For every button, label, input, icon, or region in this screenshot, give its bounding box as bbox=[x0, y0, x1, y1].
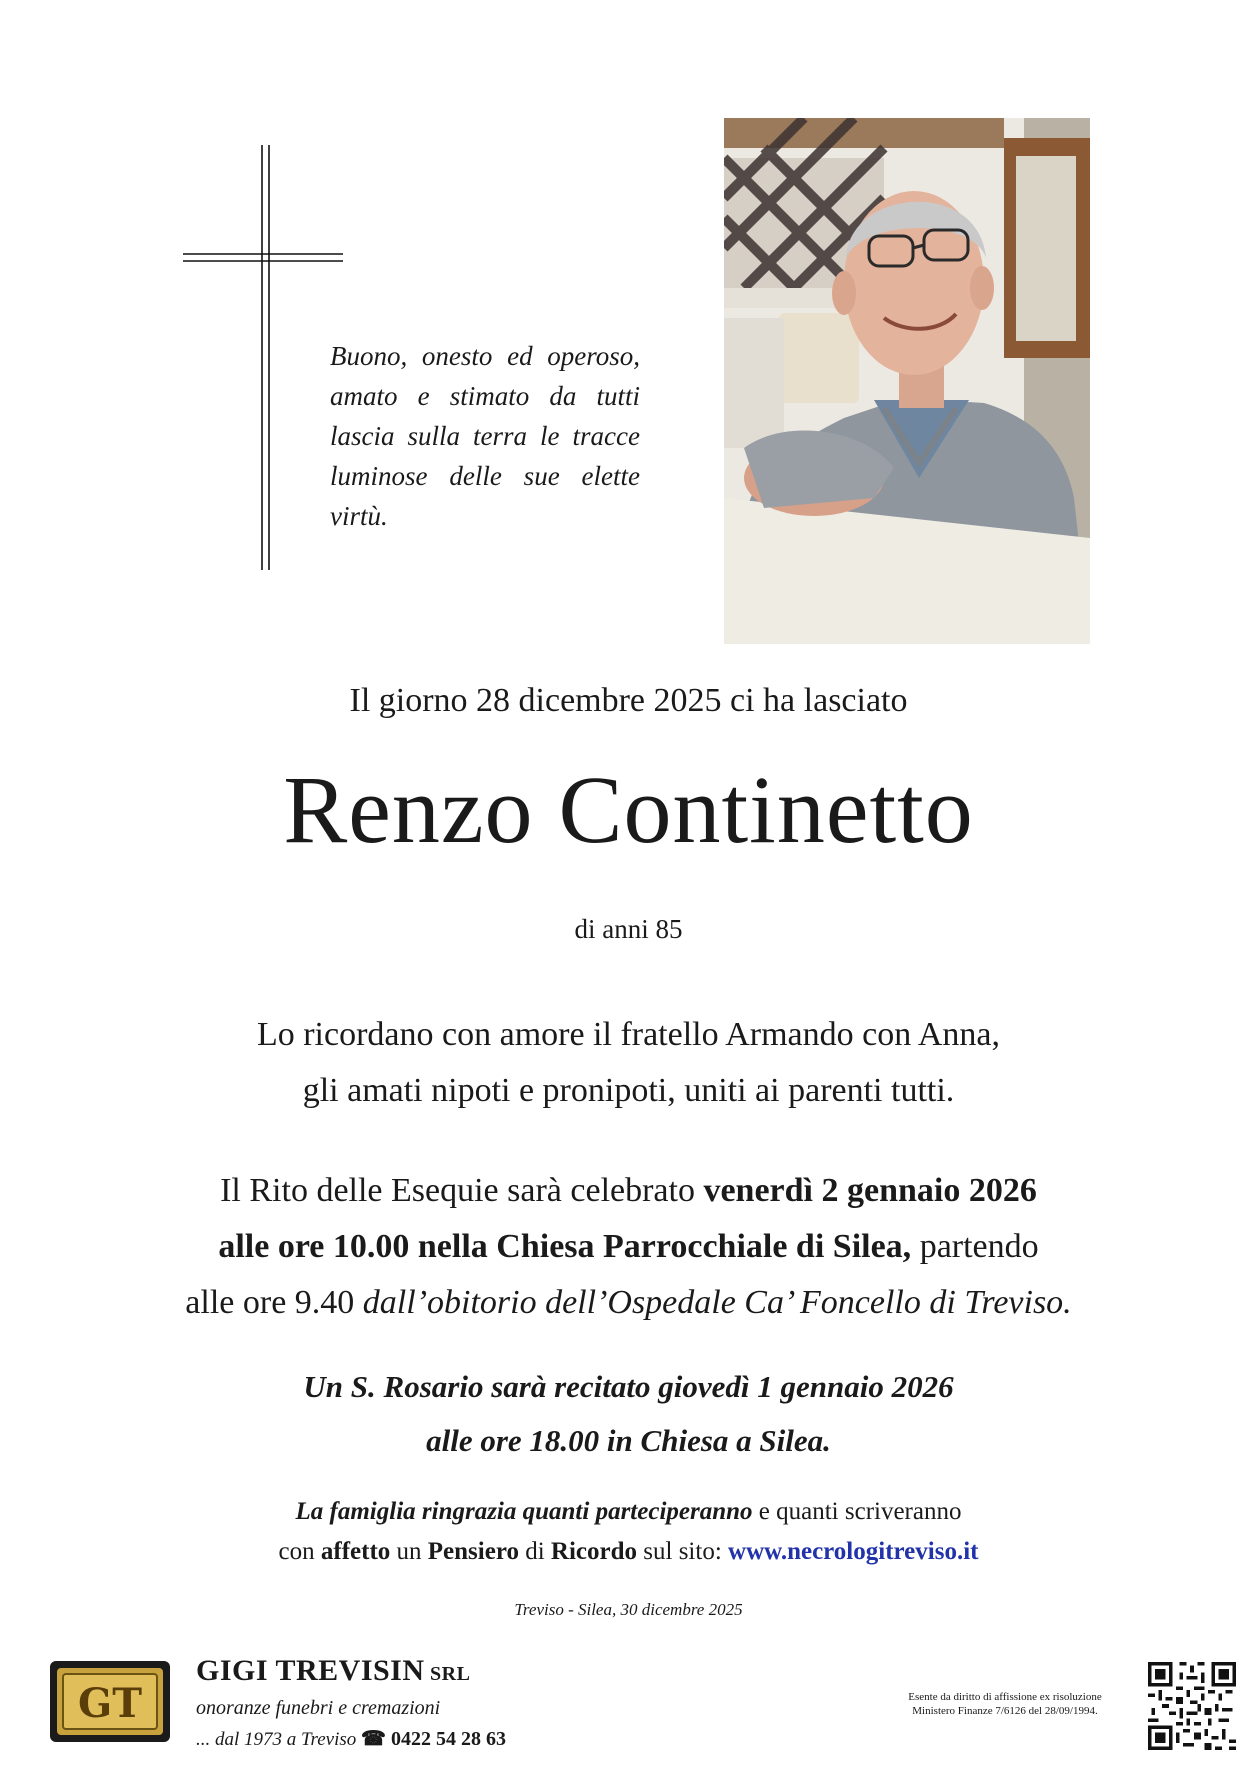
rosary-details bbox=[0, 1360, 1257, 1468]
quote-line: Buono, onesto ed operoso, bbox=[330, 341, 640, 371]
thanks-text: di bbox=[518, 1538, 551, 1565]
company-tagline: onoranze funebri e cremazioni bbox=[196, 1697, 441, 1719]
quote-line: amato e stimato da tutti bbox=[330, 381, 640, 411]
thanks-word: affetto bbox=[320, 1538, 391, 1565]
funeral-line bbox=[0, 1275, 1257, 1331]
quote-line: virtù. bbox=[330, 501, 388, 531]
family-line: Lo ricordano con amore il fratello Armando con Anna, bbox=[256, 1016, 1001, 1053]
thanks-emphasis: La famiglia ringrazia quanti parteciperanno bbox=[295, 1498, 753, 1525]
quote-line: luminose delle sue elette bbox=[330, 461, 640, 491]
rosary-line: Un S. Rosario sarà recitato giovedì 1 gennaio 2026 bbox=[303, 1369, 954, 1404]
exemption-line: Ministero Finanze 7/6126 del 28/09/1994. bbox=[912, 1705, 1098, 1717]
funeral-time-place: alle ore 10.00 nella Chiesa Parrocchiale di Silea, bbox=[218, 1228, 912, 1265]
departure-time: alle ore 9.40 bbox=[185, 1284, 363, 1321]
memorial-quote bbox=[330, 336, 640, 536]
phone-icon: ☎ bbox=[361, 1728, 386, 1750]
family-mourners bbox=[0, 1007, 1257, 1119]
portrait-photo bbox=[724, 118, 1090, 644]
thanks-word: Pensiero bbox=[427, 1538, 519, 1565]
funeral-line bbox=[0, 1163, 1257, 1219]
qr-code[interactable] bbox=[1148, 1662, 1236, 1750]
place-date: Treviso - Silea, 30 dicembre 2025 bbox=[514, 1600, 743, 1619]
company-since: ... dal 1973 a Treviso bbox=[196, 1729, 362, 1750]
funeral-details bbox=[0, 1163, 1257, 1331]
exemption-line: Esente da diritto di affissione ex risoluzione bbox=[908, 1691, 1102, 1703]
company-phone[interactable]: 0422 54 28 63 bbox=[385, 1728, 506, 1750]
company-contact bbox=[196, 1726, 506, 1751]
departure-place: dall’obitorio dell’Ospedale Ca’ Foncello di Treviso. bbox=[362, 1284, 1072, 1321]
funeral-text: Il Rito delle Esequie sarà celebrato bbox=[220, 1172, 704, 1209]
deceased-age: di anni 85 bbox=[574, 914, 683, 944]
company-name-text: GIGI TREVISIN bbox=[196, 1654, 425, 1687]
funeral-text: partendo bbox=[911, 1228, 1039, 1265]
company-name bbox=[196, 1654, 470, 1688]
rosary-line: alle ore 18.00 in Chiesa a Silea. bbox=[426, 1423, 831, 1458]
thanks-text: un bbox=[390, 1538, 428, 1565]
company-suffix: SRL bbox=[424, 1663, 471, 1685]
website-link[interactable]: www.necrologitreviso.it bbox=[728, 1538, 979, 1565]
tax-exemption-note bbox=[880, 1690, 1130, 1718]
funeral-line bbox=[0, 1219, 1257, 1275]
thanks-line bbox=[0, 1492, 1257, 1532]
intro-text: Il giorno 28 dicembre 2025 ci ha lasciato bbox=[349, 682, 908, 719]
thanks-text: con bbox=[278, 1538, 321, 1565]
funeral-date: venerdì 2 gennaio 2026 bbox=[703, 1172, 1037, 1209]
thanks-note bbox=[0, 1492, 1257, 1572]
quote-line: lascia sulla terra le tracce bbox=[330, 421, 640, 451]
thanks-line bbox=[0, 1532, 1257, 1572]
thanks-text: sul sito: bbox=[637, 1538, 729, 1565]
family-line: gli amati nipoti e pronipoti, uniti ai parenti tutti. bbox=[302, 1072, 955, 1109]
deceased-name: Renzo Continetto bbox=[283, 756, 974, 863]
thanks-word: Ricordo bbox=[550, 1538, 638, 1565]
thanks-text: e quanti scriveranno bbox=[752, 1498, 962, 1525]
cross-icon bbox=[180, 145, 350, 575]
logo-text: GT bbox=[78, 1680, 142, 1727]
company-logo bbox=[49, 1660, 171, 1743]
